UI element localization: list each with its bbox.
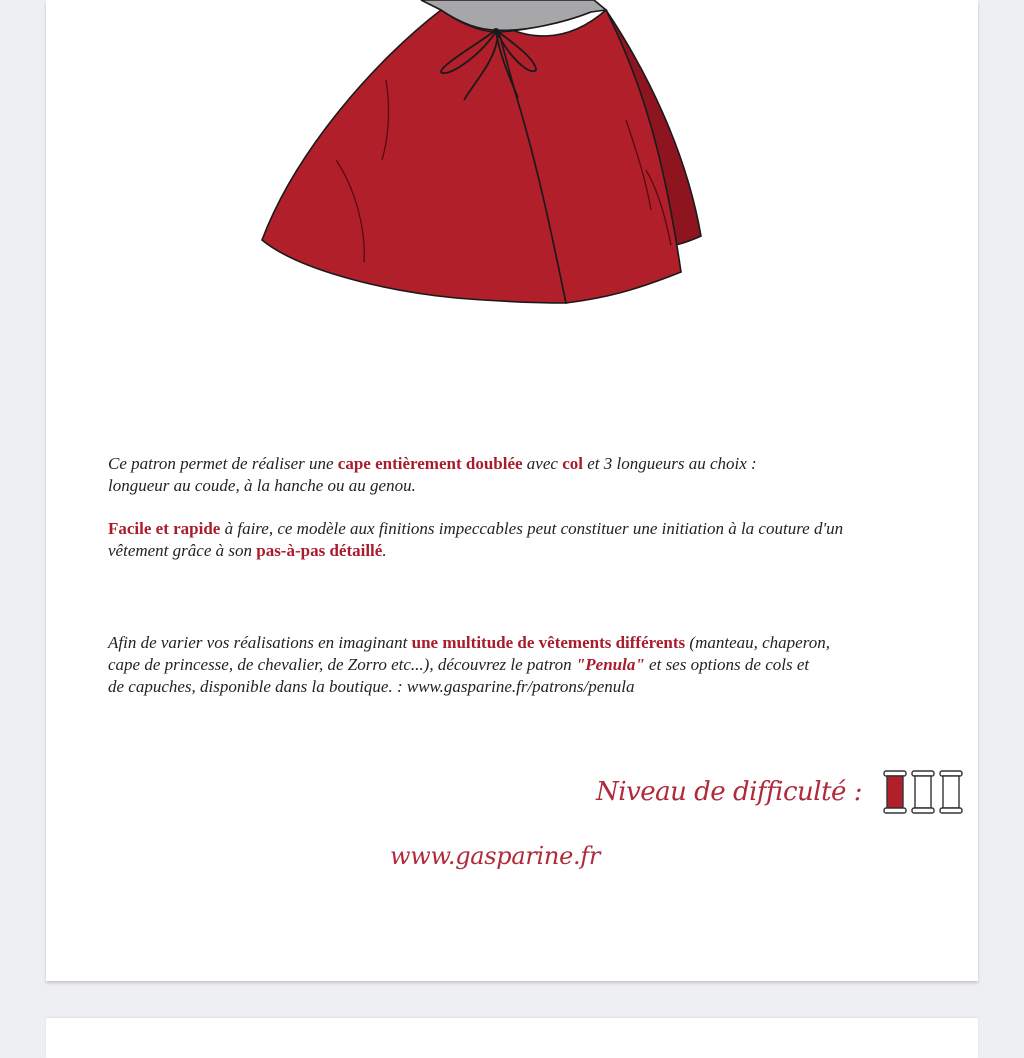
spool-filled-icon — [884, 771, 906, 813]
text: vêtement grâce à son — [108, 541, 257, 560]
difficulty-rating — [596, 770, 966, 814]
highlight-multitude: une multitude de vêtements différents — [411, 633, 686, 652]
document-page — [46, 0, 978, 981]
highlight-facile-rapide: Facile et rapide — [108, 519, 221, 538]
variation-paragraph — [108, 632, 948, 698]
text: et 3 longueurs au choix : — [582, 454, 757, 473]
thread-spool-icons — [882, 769, 966, 815]
spool-empty-icon — [912, 771, 934, 813]
difficulty-label: Niveau de difficulté : — [596, 777, 862, 807]
text: et ses options de cols et — [644, 655, 810, 674]
text: (manteau, chaperon, — [685, 633, 830, 652]
difficulty-spools — [882, 769, 966, 815]
highlight-pas-a-pas: pas-à-pas détaillé — [256, 541, 383, 560]
intro-paragraph — [108, 453, 938, 497]
text: cape de princesse, de chevalier, de Zorro etc...), découvrez le patron — [108, 655, 576, 674]
text: longueur au coude, à la hanche ou au genou. — [108, 476, 416, 495]
cape-illustration — [46, 0, 978, 320]
highlight-cape-doublee: cape entièrement doublée — [337, 454, 523, 473]
highlight-penula: "Penula" — [575, 655, 645, 674]
highlight-col: col — [562, 454, 583, 473]
text: Ce patron permet de réaliser une — [108, 454, 338, 473]
ease-paragraph — [108, 518, 938, 562]
next-page — [46, 1018, 978, 1058]
text: . — [382, 541, 387, 560]
text: Afin de varier vos réalisations en imaginant — [108, 633, 412, 652]
text: à faire, ce modèle aux finitions impeccables peut constituer une initiation à la couture d'un — [220, 519, 844, 538]
text: de capuches, disponible dans la boutique. : www.gasparine.fr/patrons/penula — [108, 677, 635, 696]
text: avec — [522, 454, 563, 473]
spool-empty-icon — [940, 771, 962, 813]
website-link[interactable]: www.gasparine.fr — [390, 842, 601, 870]
